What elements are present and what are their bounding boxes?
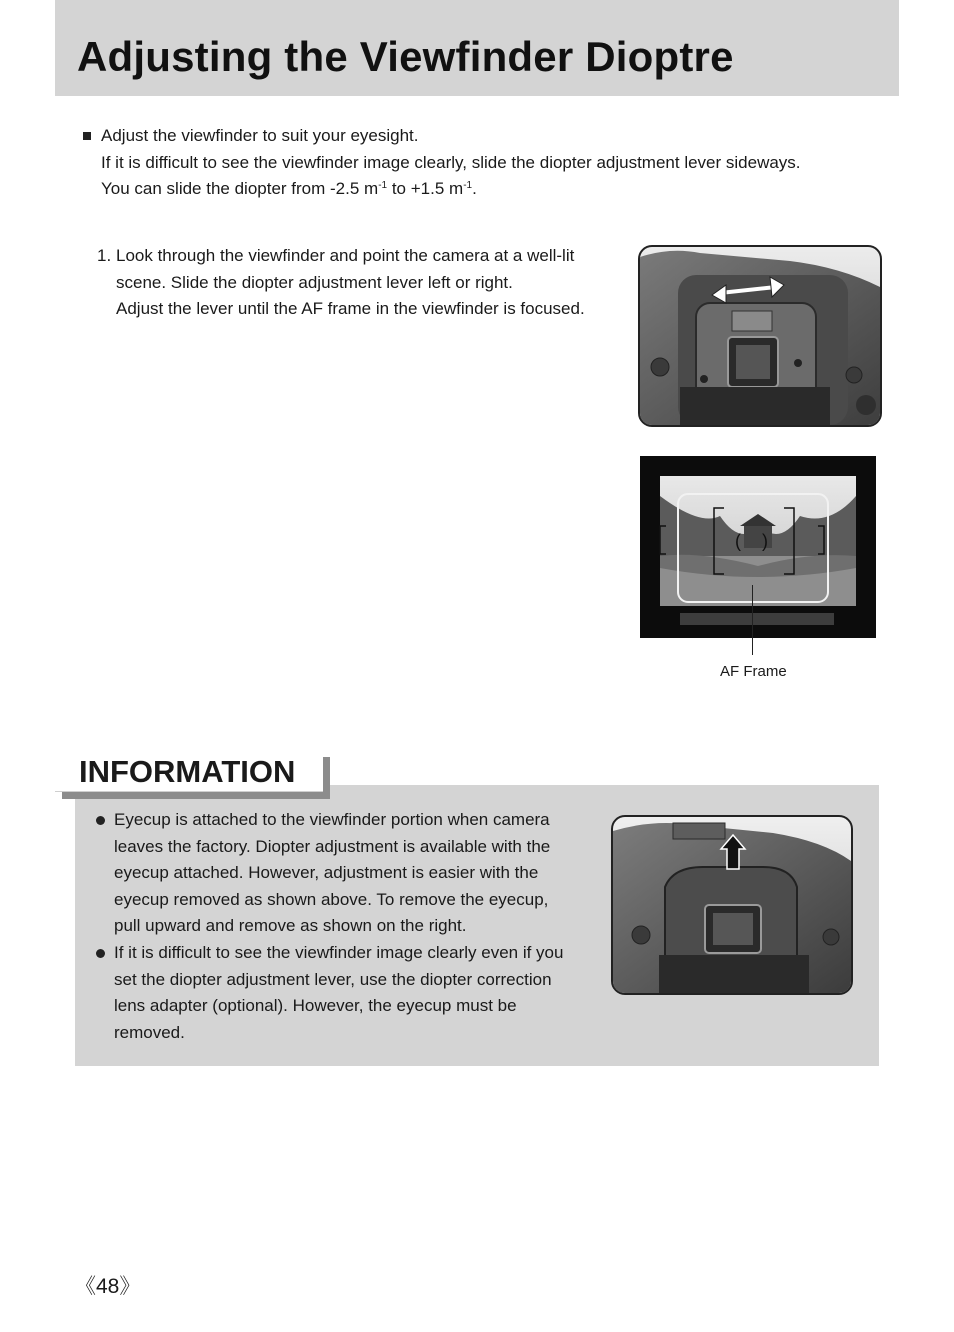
- intro-line-3-c: .: [472, 179, 477, 198]
- info-1-line-5: pull upward and remove as shown on the right.: [114, 916, 467, 936]
- intro-line-3: [82, 176, 862, 203]
- info-2-line-2: set the diopter adjustment lever, use the diopter correction: [114, 969, 552, 989]
- af-frame-leader-line: [752, 585, 753, 655]
- information-tab: [55, 751, 323, 792]
- step-1-line-1: Look through the viewfinder and point the camera at a well-lit: [116, 246, 575, 265]
- viewfinder-view-image: [640, 456, 876, 638]
- information-list: [96, 807, 576, 1046]
- info-1-line-1: Eyecup is attached to the viewfinder portion when camera: [114, 810, 550, 829]
- camera-back-illustration: [640, 247, 880, 425]
- intro-bullet: [82, 123, 862, 150]
- step-number: 1.: [97, 246, 112, 265]
- intro-section: [82, 123, 862, 203]
- page-title: Adjusting the Viewfinder Dioptre: [77, 33, 734, 80]
- info-1-line-4: eyecup removed as shown above. To remove the eyecup,: [114, 889, 549, 909]
- camera-diopter-lever-image: [638, 245, 882, 427]
- square-bullet-icon: [83, 132, 91, 140]
- info-1-line-3: eyecup attached. However, adjustment is easier with the: [114, 863, 539, 883]
- round-bullet-icon: [96, 949, 105, 958]
- information-bullet-2: [96, 940, 576, 1046]
- intro-line-2: If it is difficult to see the viewfinder image clearly, slide the diopter adjustment lever sideways.: [101, 152, 801, 172]
- af-frame-label: AF Frame: [720, 663, 787, 680]
- svg-text:): ): [762, 531, 768, 551]
- intro-line-3-a: You can slide the diopter from -2.5 m: [101, 179, 379, 198]
- page-number: 《48》: [75, 1275, 141, 1298]
- info-2-line-4: removed.: [114, 1022, 185, 1042]
- camera-eyecup-removal-image: [611, 815, 853, 995]
- superscript-2: -1: [463, 180, 473, 191]
- information-heading: INFORMATION: [79, 754, 296, 789]
- step-1: [97, 243, 617, 323]
- svg-text:(: (: [735, 531, 741, 551]
- info-1-line-2: leaves the factory. Diopter adjustment is available with the: [114, 836, 551, 856]
- viewfinder-illustration: [640, 456, 876, 638]
- title-bar: [55, 0, 899, 96]
- superscript-1: -1: [378, 180, 388, 191]
- round-bullet-icon: [96, 816, 105, 825]
- info-2-line-3: lens adapter (optional). However, the eyecup must be: [114, 996, 517, 1016]
- step-1-line-2: scene. Slide the diopter adjustment lever left or right.: [116, 272, 513, 292]
- information-bullet-1: [96, 807, 576, 940]
- intro-line-3-b: to +1.5 m: [387, 179, 464, 198]
- info-2-line-1: If it is difficult to see the viewfinder image clearly even if you: [114, 942, 564, 962]
- eyecup-removal-illustration: [613, 817, 851, 993]
- intro-line-1: Adjust the viewfinder to suit your eyesight.: [101, 126, 419, 145]
- step-1-line-3: Adjust the lever until the AF frame in the viewfinder is focused.: [116, 299, 585, 318]
